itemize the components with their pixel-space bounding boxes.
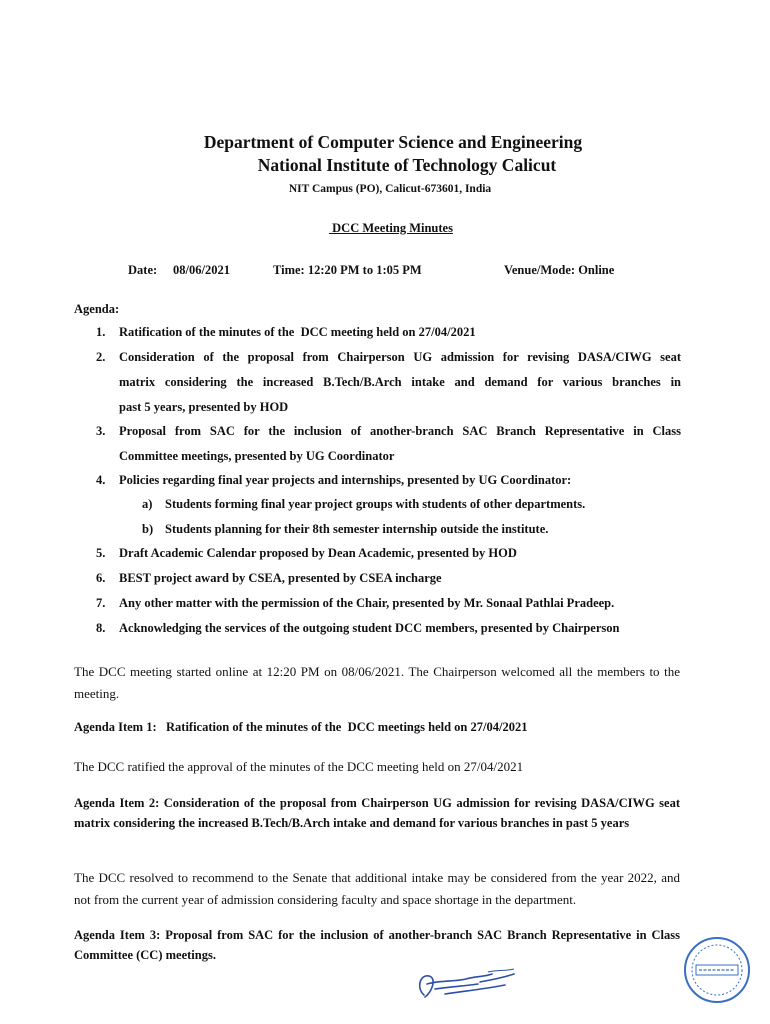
date-value: 08/06/2021 bbox=[173, 263, 230, 277]
agenda-item-text: Proposal from SAC for the inclusion of another-branch SAC Branch Representative in Class bbox=[119, 424, 681, 438]
agenda-item-1-text: The DCC ratified the approval of the minutes of the DCC meeting held on 27/04/2021 bbox=[74, 759, 524, 774]
department-title: Department of Computer Science and Engineering bbox=[203, 132, 583, 152]
institute-title: National Institute of Technology Calicut bbox=[257, 155, 557, 175]
agenda-item-2-text: The DCC resolved to recommend to the Senate that additional intake may be considered from the year 2022, and not from the current year of admission considering faculty and space shortage in the department. bbox=[74, 870, 680, 907]
agenda-number: 6. bbox=[96, 571, 106, 585]
agenda-subitem-text: Students forming final year project groups with students of other departments. bbox=[165, 497, 586, 511]
agenda-number: 4. bbox=[96, 473, 106, 487]
agenda-item-3-heading: Agenda Item 3: Proposal from SAC for the inclusion of another-branch SAC Branch Representative in Class Committee (CC) meetings. bbox=[74, 928, 680, 962]
agenda-item-text: Ratification of the minutes of the DCC meeting held on 27/04/2021 bbox=[119, 325, 476, 339]
agenda-item-text: past 5 years, presented by HOD bbox=[119, 400, 289, 414]
agenda-item-text: Draft Academic Calendar proposed by Dean Academic, presented by HOD bbox=[119, 546, 517, 560]
agenda-item-text: Acknowledging the services of the outgoing student DCC members, presented by Chairperson bbox=[119, 621, 620, 635]
agenda-item-text: Consideration of the proposal from Chairperson UG admission for revising DASA/CIWG seat bbox=[119, 350, 681, 364]
agenda-number: 2. bbox=[96, 350, 106, 364]
agenda-number: 5. bbox=[96, 546, 106, 560]
venue-value: Venue/Mode: Online bbox=[504, 263, 615, 277]
agenda-subitem-label: a) bbox=[142, 497, 153, 511]
agenda-item-text: BEST project award by CSEA, presented by CSEA incharge bbox=[119, 571, 442, 585]
agenda-item-1-heading: Agenda Item 1: Ratification of the minutes of the DCC meetings held on 27/04/2021 bbox=[74, 720, 528, 734]
agenda-item-text: Committee meetings, presented by UG Coordinator bbox=[119, 449, 395, 463]
date-label: Date: bbox=[128, 263, 158, 277]
agenda-number: 3. bbox=[96, 424, 106, 438]
agenda-item-text: Policies regarding final year projects and internships, presented by UG Coordinator: bbox=[119, 473, 572, 487]
institute-address: NIT Campus (PO), Calicut-673601, India bbox=[288, 183, 492, 195]
agenda-label: Agenda: bbox=[74, 302, 120, 316]
opening-paragraph: The DCC meeting started online at 12:20 PM on 08/06/2021. The Chairperson welcomed all the members to the meeting. bbox=[74, 664, 680, 701]
agenda-subitem-label: b) bbox=[142, 522, 154, 536]
minutes-title: DCC Meeting Minutes bbox=[329, 221, 453, 235]
agenda-item-text: Any other matter with the permission of the Chair, presented by Mr. Sonaal Pathlai Pradeep. bbox=[119, 596, 615, 610]
signature-mark bbox=[410, 962, 530, 1007]
seal-stamp bbox=[682, 932, 752, 1008]
agenda-number: 8. bbox=[96, 621, 106, 635]
agenda-item-text: matrix considering the increased B.Tech/B.Arch intake and demand for various branches in bbox=[119, 375, 681, 389]
time-value: Time: 12:20 PM to 1:05 PM bbox=[273, 263, 422, 277]
agenda-subitem-text: Students planning for their 8th semester internship outside the institute. bbox=[165, 522, 549, 536]
agenda-item-2-heading: Agenda Item 2: Consideration of the proposal from Chairperson UG admission for revising DASA/CIWG seat matrix considering the increased B.Tech/B.Arch intake and demand for various branches in past 5 years bbox=[74, 796, 680, 830]
agenda-number: 1. bbox=[96, 325, 106, 339]
agenda-number: 7. bbox=[96, 596, 106, 610]
